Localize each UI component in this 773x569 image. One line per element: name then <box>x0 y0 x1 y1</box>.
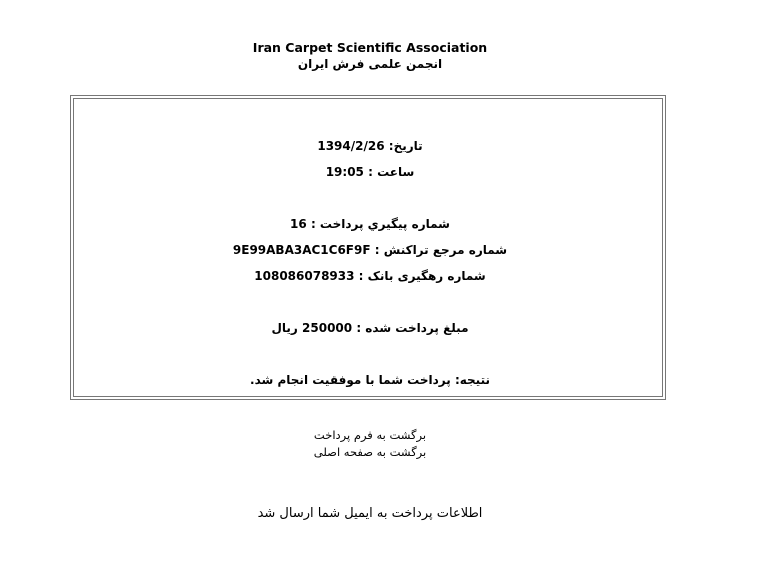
receipt-reference-value: 9E99ABA3AC1C6F9F <box>232 243 371 257</box>
receipt-date-label: تاریخ: <box>388 139 423 153</box>
receipt-bank-trace-value: 108086078933 <box>254 269 355 283</box>
receipt-tracking-value: 16 <box>290 217 307 231</box>
receipt-amount-unit: ریال <box>271 321 298 335</box>
receipt-tracking-row <box>0 216 740 232</box>
receipt-result-text: نتیجه: پرداخت شما با موفقیت انجام شد. <box>250 373 490 387</box>
back-to-payment-form-link[interactable]: برگشت به فرم پرداخت <box>313 428 427 442</box>
back-to-home-page-link[interactable]: برگشت به صفحه اصلی <box>313 445 427 459</box>
site-header <box>0 39 740 73</box>
receipt-amount-value: 250000 <box>302 321 353 335</box>
email-sent-notice: اطلاعات پرداخت به ایمیل شما ارسال شد <box>257 506 483 521</box>
receipt-reference-label: شماره مرجع تراکنش : <box>374 243 508 257</box>
site-title-persian: انجمن علمی فرش ایران <box>297 57 443 71</box>
site-title-english: Iran Carpet Scientific Association <box>252 40 488 55</box>
receipt-time-row <box>0 164 740 180</box>
receipt-date-value: 1394/2/26 <box>317 139 385 153</box>
receipt-date-row <box>0 138 740 154</box>
receipt-time-value: 19:05 <box>325 165 364 179</box>
receipt-tracking-label: شماره پيگيري پرداخت : <box>310 217 450 231</box>
receipt-bank-trace-label: شماره رهگیری بانک : <box>358 269 486 283</box>
receipt-amount-label: مبلغ پرداخت شده : <box>356 321 469 335</box>
receipt-time-label: ساعت : <box>368 165 415 179</box>
receipt-reference-row <box>0 242 740 258</box>
receipt-bank-trace-row <box>0 268 740 284</box>
receipt-amount-row <box>0 320 740 336</box>
